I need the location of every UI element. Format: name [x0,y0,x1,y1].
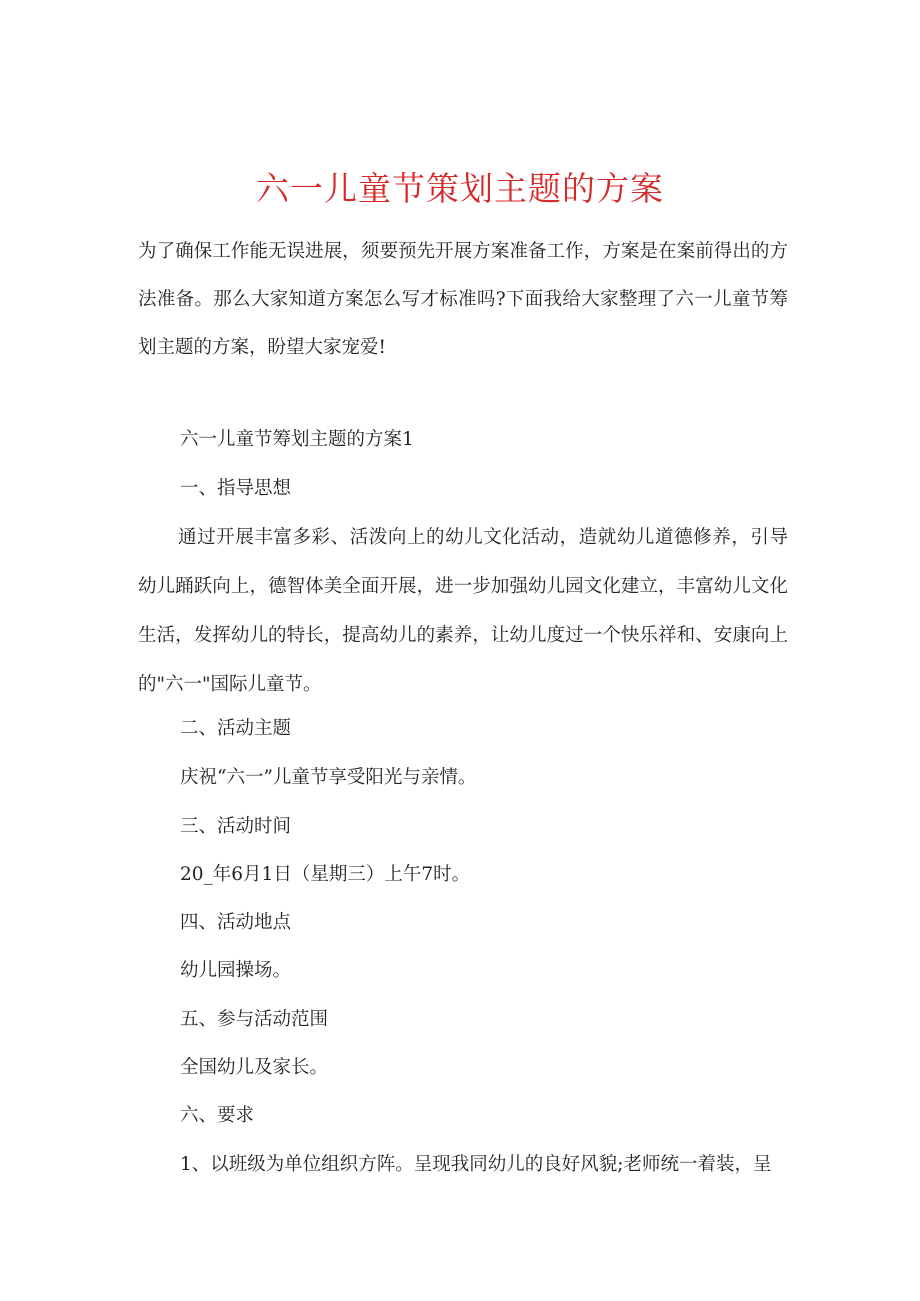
heading-guiding-thought: 一、指导思想 [180,478,292,499]
activity-theme-text: 庆祝“六一”儿童节享受阳光与亲情。 [180,767,477,788]
activity-time-text: 20_年6月1日（星期三）上午7时。 [180,864,471,885]
heading-activity-time: 三、活动时间 [180,816,292,837]
guiding-thought-paragraph: 通过开展丰富多彩、活泼向上的幼儿文化活动，造就幼儿道德修养，引导幼儿踊跃向上，德智体美全面开展，进一步加强幼儿园文化建立，丰富幼儿文化生活，发挥幼儿的特长，提高幼儿的素养，让幼儿度过一个快乐祥和、安康向上的"六一"国际儿童节。 [138,527,788,695]
heading-activity-theme: 二、活动主题 [180,718,292,739]
activity-place-text: 幼儿园操场。 [180,960,292,981]
heading-requirements: 六、要求 [180,1105,255,1126]
activity-scope-text: 全国幼儿及家长。 [180,1057,329,1078]
heading-activity-place: 四、活动地点 [180,912,292,933]
heading-activity-scope: 五、参与活动范围 [180,1009,329,1030]
intro-paragraph: 为了确保工作能无误进展，须要预先开展方案准备工作，方案是在案前得出的方法准备。那么大家知道方案怎么写才标准吗?下面我给大家整理了六一儿童节筹划主题的方案，盼望大家宠爱! [138,241,788,358]
section-title: 六一儿童节筹划主题的方案1 [180,429,414,450]
requirement-item-1: 1、以班级为单位组织方阵。呈现我同幼儿的良好风貌;老师统一着装，呈 [180,1154,772,1175]
document-title: 六一儿童节策划主题的方案 [256,169,664,209]
